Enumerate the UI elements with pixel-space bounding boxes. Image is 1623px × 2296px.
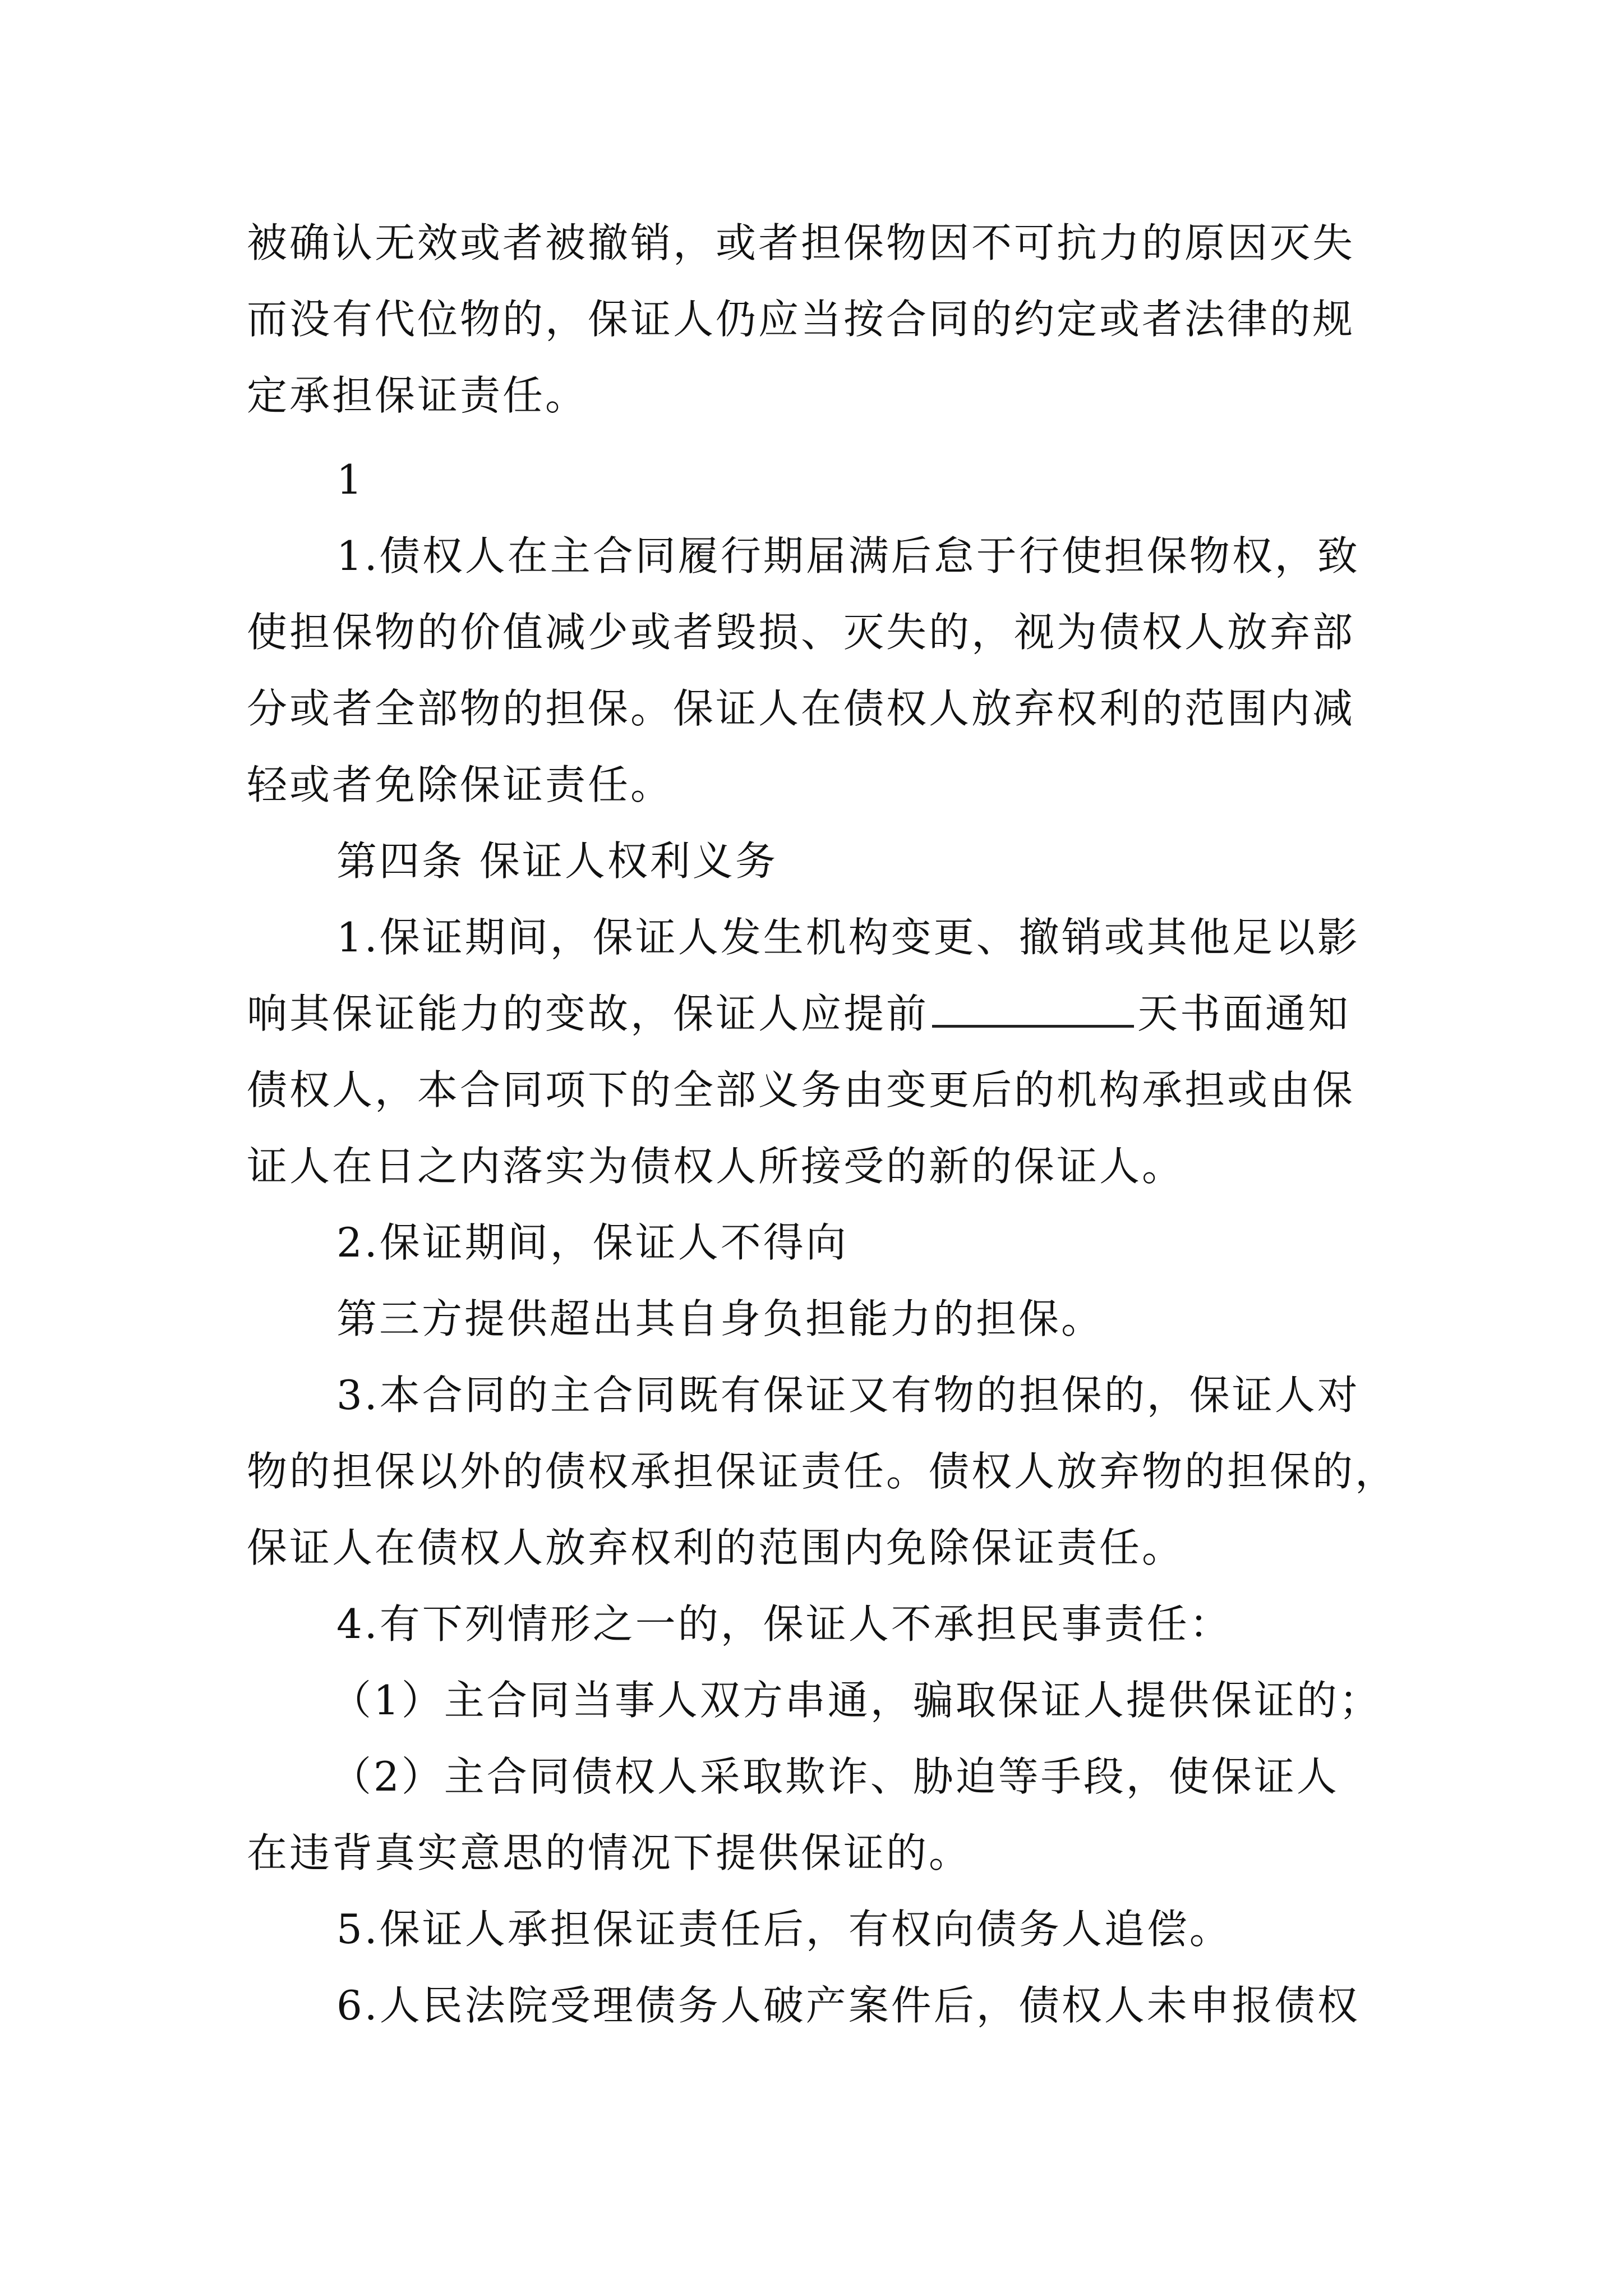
text-line: 在违背真实意思的情况下提供保证的。 (247, 1829, 972, 1876)
text-line: 被确认无效或者被撤销，或者担保物因不可抗力的原因灭失 (247, 219, 1355, 266)
text-line: 而没有代位物的，保证人仍应当按合同的约定或者法律的规 (247, 296, 1355, 343)
paragraph-start: 4.有下列情形之一的，保证人不承担民事责任： (336, 1600, 1232, 1648)
text-line: 保证人在债权人放弃权利的范围内免除保证责任。 (247, 1524, 1185, 1571)
text-line: 证人在日之内落实为债权人所接受的新的保证人。 (247, 1143, 1185, 1190)
paragraph-start: 5.保证人承担保证责任后，有权向债务人追偿。 (336, 1906, 1232, 1953)
paragraph-start: 2.保证期间，保证人不得向 (336, 1219, 849, 1266)
paragraph-start: 3.本合同的主合同既有保证又有物的担保的，保证人对 (336, 1372, 1360, 1419)
list-item: （2）主合同债权人采取欺诈、胁迫等手段，使保证人 (331, 1753, 1339, 1800)
paragraph-start: 1.保证期间，保证人发生机构变更、撤销或其他足以影 (336, 914, 1360, 961)
list-item: （1）主合同当事人双方串通，骗取保证人提供保证的； (331, 1677, 1382, 1724)
paragraph-start: 1.债权人在主合同履行期届满后怠于行使担保物权，致 (336, 532, 1360, 579)
text-line: 债权人，本合同项下的全部义务由变更后的机构承担或由保 (247, 1066, 1355, 1114)
text-line: 分或者全部物的担保。保证人在债权人放弃权利的范围内减 (247, 685, 1355, 732)
text-line: 轻或者免除保证责任。 (247, 761, 674, 808)
text-line: 使担保物的价值减少或者毁损、灭失的，视为债权人放弃部 (247, 609, 1355, 656)
article-heading: 第四条 保证人权利义务 (336, 838, 778, 885)
item-number: 1 (336, 456, 365, 503)
fill-in-blank (932, 990, 1134, 1028)
text-segment: 天书面通知 (1137, 990, 1351, 1037)
text-line: 第三方提供超出其自身负担能力的担保。 (336, 1295, 1104, 1342)
document-body (247, 205, 1398, 2044)
text-line-with-blank (247, 976, 1380, 1052)
paragraph-start: 6.人民法院受理债务人破产案件后，债权人未申报债权 (336, 1982, 1360, 2029)
text-line: 定承担保证责任。 (247, 372, 588, 419)
text-line: 物的担保以外的债权承担保证责任。债权人放弃物的担保的， (247, 1448, 1398, 1495)
text-segment: 响其保证能力的变故，保证人应提前 (247, 990, 929, 1037)
